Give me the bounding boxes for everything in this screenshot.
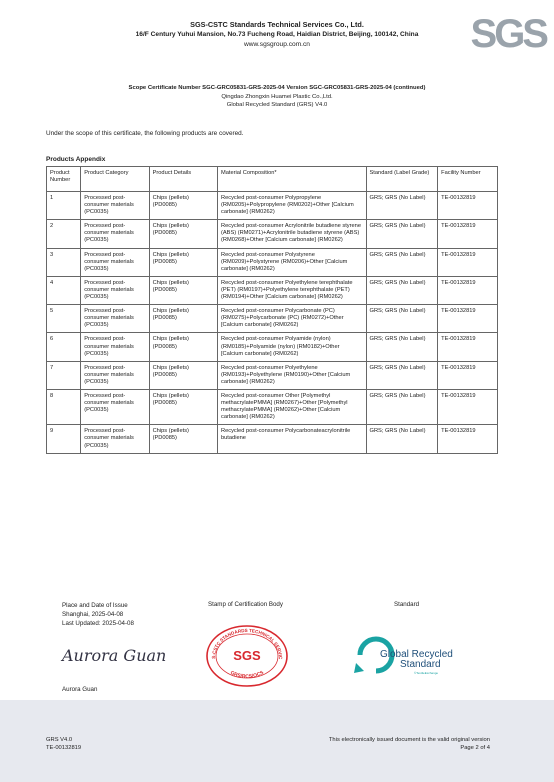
cell-product-details: Chips (pellets) (PD0085) (149, 192, 217, 220)
cell-material-composition: Recycled post-consumer Polypropylene (RM0205)+Polypropylene (RM0202)+Other [Calcium carbonate] (RM0262) (217, 192, 366, 220)
cell-material-composition: Recycled post-consumer Polystyrene (RM0209)+Polystyrene (RM0206)+Other [Calcium carbonate] (RM0262) (217, 248, 366, 276)
cell-product-details: Chips (pellets) (PD0085) (149, 333, 217, 361)
cell-product-details: Chips (pellets) (PD0085) (149, 361, 217, 389)
cell-product-number: 7 (47, 361, 81, 389)
scope-block (0, 84, 554, 110)
cell-facility-number: TE-00132819 (438, 305, 498, 333)
handwritten-signature: Aurora Guan (62, 646, 167, 665)
header-standard: Standard (Label Grade) (366, 167, 438, 192)
footer-left (46, 736, 81, 752)
header-material-composition: Material Composition* (217, 167, 366, 192)
cell-facility-number: TE-00132819 (438, 425, 498, 453)
cell-material-composition: Recycled post-consumer Polycarbonateacrylonitrile butadiene (217, 425, 366, 453)
table-row (47, 389, 498, 424)
cell-material-composition: Recycled post-consumer Other [Polymethyl methacrylatePMMA] (RM0267)+Other [Polymethyl methacrylatePMMA] (RM0262)+Other [Calcium carbonate] (RM0262) (217, 389, 366, 424)
cell-product-details: Chips (pellets) (PD0085) (149, 220, 217, 248)
scope-standard: Global Recycled Standard (GRS) V4.0 (226, 102, 328, 108)
cell-material-composition: Recycled post-consumer Polycarbonate (PC) (RM0275)+Polycarbonate (PC) (RM0272)+Other [Calcium carbonate] (RM0262) (217, 305, 366, 333)
intro-text: Under the scope of this certificate, the following products are covered. (46, 130, 244, 137)
cell-facility-number: TE-00132819 (438, 389, 498, 424)
grs-logo-line1: Global Recycled (380, 649, 453, 660)
company-address: 16/F Century Yuhui Mansion, No.73 Fucheng Road, Haidian District, Beijing, 100142, China (135, 31, 419, 38)
grs-logo-small: ©TextileExchange (414, 671, 439, 675)
cell-product-number: 6 (47, 333, 81, 361)
cell-product-category: Processed post-consumer materials (PC0035) (81, 305, 149, 333)
cell-standard: GRS; GRS (No Label) (366, 192, 438, 220)
cell-product-number: 3 (47, 248, 81, 276)
cell-product-category: Processed post-consumer materials (PC0035) (81, 192, 149, 220)
cell-product-category: Processed post-consumer materials (PC0035) (81, 389, 149, 424)
cell-product-number: 4 (47, 276, 81, 304)
signer-name: Aurora Guan (62, 686, 98, 693)
appendix-title: Products Appendix (46, 156, 106, 163)
cell-standard: GRS; GRS (No Label) (366, 276, 438, 304)
grs-logo-line2: Standard (400, 659, 441, 670)
cell-facility-number: TE-00132819 (438, 361, 498, 389)
scope-company: Qingdao Zhongxin Huamei Plastic Co.,Ltd. (221, 93, 333, 100)
cell-product-number: 9 (47, 425, 81, 453)
cell-standard: GRS; GRS (No Label) (366, 361, 438, 389)
table-header-row (47, 167, 498, 192)
cell-product-category: Processed post-consumer materials (PC0035) (81, 248, 149, 276)
stamp-bottom-text: GRS/RCS/OCS (229, 669, 265, 680)
cell-product-category: Processed post-consumer materials (PC0035) (81, 361, 149, 389)
footer-version: GRS V4.0 (46, 737, 73, 743)
products-table (46, 166, 498, 454)
cell-product-details: Chips (pellets) (PD0085) (149, 305, 217, 333)
cell-facility-number: TE-00132819 (438, 248, 498, 276)
cell-product-number: 8 (47, 389, 81, 424)
cell-product-category: Processed post-consumer materials (PC0035) (81, 425, 149, 453)
header-product-category: Product Category (81, 167, 149, 192)
header-facility-number: Facility Number (438, 167, 498, 192)
grs-logo (352, 633, 472, 679)
cell-standard: GRS; GRS (No Label) (366, 333, 438, 361)
cell-facility-number: TE-00132819 (438, 276, 498, 304)
sgs-logo: SGS (470, 12, 546, 56)
footer-right (329, 736, 490, 752)
cell-standard: GRS; GRS (No Label) (366, 389, 438, 424)
last-updated: Last Updated: 2025-04-08 (62, 620, 134, 627)
cell-standard: GRS; GRS (No Label) (366, 305, 438, 333)
cell-product-category: Processed post-consumer materials (PC0035) (81, 333, 149, 361)
stamp-center-text: SGS (233, 648, 261, 663)
table-row (47, 220, 498, 248)
cell-facility-number: TE-00132819 (438, 333, 498, 361)
place-block (62, 601, 134, 628)
cell-product-number: 1 (47, 192, 81, 220)
scope-certificate-number: Scope Certificate Number SGC-GRC05831-GRS-2025-04 Version SGC-GRC05831-GRS-2025-04 (continued) (128, 85, 426, 91)
stamp-outer-text: S-CSTC STANDARDS TECHNICAL SERVIC (210, 627, 284, 660)
table-body (47, 192, 498, 454)
place-date: Shanghai, 2025-04-08 (62, 611, 124, 618)
cell-product-details: Chips (pellets) (PD0085) (149, 276, 217, 304)
cell-standard: GRS; GRS (No Label) (366, 425, 438, 453)
table-row (47, 361, 498, 389)
cell-facility-number: TE-00132819 (438, 192, 498, 220)
cell-material-composition: Recycled post-consumer Polyethylene (RM0193)+Polyethylene (RM0190)+Other [Calcium carbonate] (RM0262) (217, 361, 366, 389)
cell-standard: GRS; GRS (No Label) (366, 248, 438, 276)
footer-facility: TE-00132819 (46, 745, 82, 751)
cell-product-details: Chips (pellets) (PD0085) (149, 248, 217, 276)
company-website: www.sgsgroup.com.cn (244, 41, 310, 48)
stamp-label: Stamp of Certification Body (208, 601, 283, 608)
cell-product-details: Chips (pellets) (PD0085) (149, 389, 217, 424)
cell-material-composition: Recycled post-consumer Acrylonitrile butadiene styrene (ABS) (RM0271)+Acrylonitrile butadiene styrene (ABS) (RM0268)+Other [Calcium carbonate] (RM0262) (217, 220, 366, 248)
header-product-number: Product Number (47, 167, 81, 192)
cell-product-number: 5 (47, 305, 81, 333)
company-name: SGS-CSTC Standards Technical Services Co., Ltd. (190, 20, 364, 29)
table-row (47, 333, 498, 361)
cell-product-category: Processed post-consumer materials (PC0035) (81, 276, 149, 304)
cell-product-category: Processed post-consumer materials (PC0035) (81, 220, 149, 248)
footer-page: Page 2 of 4 (460, 745, 490, 751)
cell-material-composition: Recycled post-consumer Polyamide (nylon) (RM0185)+Polyamide (nylon) (RM0182)+Other [Calcium carbonate] (RM0262) (217, 333, 366, 361)
table-row (47, 248, 498, 276)
svg-text:GRS/RCS/OCS (229, 670, 265, 680)
table-row (47, 276, 498, 304)
table-row (47, 192, 498, 220)
footer (0, 700, 554, 782)
footer-notice: This electronically issued document is the valid original version (328, 737, 490, 743)
cell-facility-number: TE-00132819 (438, 220, 498, 248)
header-product-details: Product Details (149, 167, 217, 192)
sgs-stamp (205, 624, 289, 688)
cell-standard: GRS; GRS (No Label) (366, 220, 438, 248)
place-label: Place and Date of Issue (62, 602, 128, 609)
standard-label: Standard (394, 601, 420, 608)
cell-product-number: 2 (47, 220, 81, 248)
table-row (47, 305, 498, 333)
cell-material-composition: Recycled post-consumer Polyethylene terephthalate (PET) (RM0197)+Polyethylene terephthalate (PET) (RM0194)+Other [Calcium carbonate] (RM0262) (217, 276, 366, 304)
recycle-arrow-icon (354, 663, 364, 673)
table-row (47, 425, 498, 453)
cell-product-details: Chips (pellets) (PD0085) (149, 425, 217, 453)
